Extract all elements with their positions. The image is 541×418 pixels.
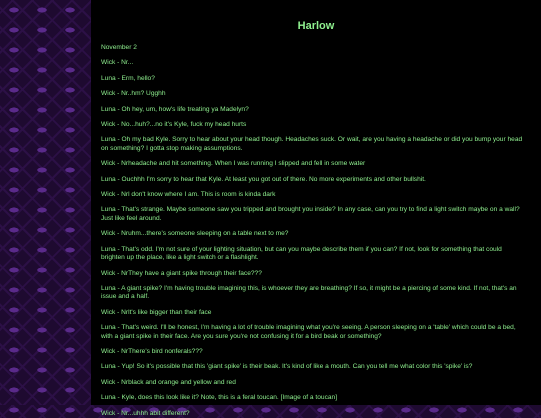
- log-line: Luna - Oh my bad Kyle. Sorry to hear about your head though. Headaches suck. Or wait, are you having a headache or did you bump your head on something? I gotta stop making assumptions.: [101, 136, 523, 152]
- page-title: Harlow: [297, 20, 335, 32]
- log-line: Luna - A giant spike? I'm having trouble imagining this, is whoever they are breathing? If so, it might be a piercing of some kind. If not, that's an issue and a half.: [101, 284, 517, 301]
- log-line: Wick - Nruhm...there's someone sleeping on a table next to me?: [101, 230, 289, 238]
- log-line: Luna - Kyle, does this look like it? Note, this is a feral toucan. [Image of a toucan]: [101, 394, 338, 402]
- chat-log-panel: [91, 0, 541, 417]
- log-line: Luna - Erm, hello?: [101, 74, 155, 82]
- log-line: Wick - Nrlt's like bigger than their face: [101, 308, 212, 316]
- log-line: Luna - That's weird. I'll be honest, I'm having a lot of trouble imagining what you're seeing. A person sleeping on a 'table' which could be a bed, with a giant spike in their face. Are you sure you're not confusing it for a bird beak or something?: [101, 324, 516, 340]
- log-line: Wick - NrThere's bird nonferals???: [101, 347, 203, 355]
- log-line: Wick - Nrheadache and hit something. When I was running I slipped and fell in some water: [101, 160, 366, 168]
- log-line: Luna - Ouchhh I'm sorry to hear that Kyle. At least you got out of there. No more experiments and other bullshit.: [101, 175, 426, 183]
- chat-log: [101, 44, 531, 418]
- log-line: Wick - Nrl don't know where I am. This is room is kinda dark: [101, 191, 276, 199]
- log-line: Wick - Nr...: [101, 59, 134, 67]
- log-line: Wick - No...huh?...no it's Kyle, fuck my head hurts: [101, 121, 247, 129]
- log-line: Wick - NrThey have a giant spike through their face???: [101, 269, 262, 277]
- log-line: Luna - That's strange. Maybe someone saw you tripped and brought you inside? In any case, can you try to find a light switch maybe on a wall? Just like feel around.: [101, 206, 520, 222]
- log-line: Wick - Nrblack and orange and yellow and red: [101, 378, 236, 386]
- log-line: Luna - That's odd. I'm not sure of your lighting situation, but can you maybe describe them if you can? If not, look for something that could brighten up the place, like a light switch or a flashlight.: [101, 245, 502, 262]
- log-line: Luna - Oh hey, um, how's life treating ya Madelyn?: [101, 105, 249, 113]
- log-date: November 2: [101, 44, 137, 51]
- log-line: Wick - Nr...uhhh abit different?: [101, 409, 190, 417]
- log-line: Wick - Nr..hm? Ugghh: [101, 90, 166, 98]
- log-line: Luna - Yup! So it's possible that this 'giant spike' is their beak. It's kind of like a mouth. Can you tell me what color this 'spike' is?: [101, 363, 473, 371]
